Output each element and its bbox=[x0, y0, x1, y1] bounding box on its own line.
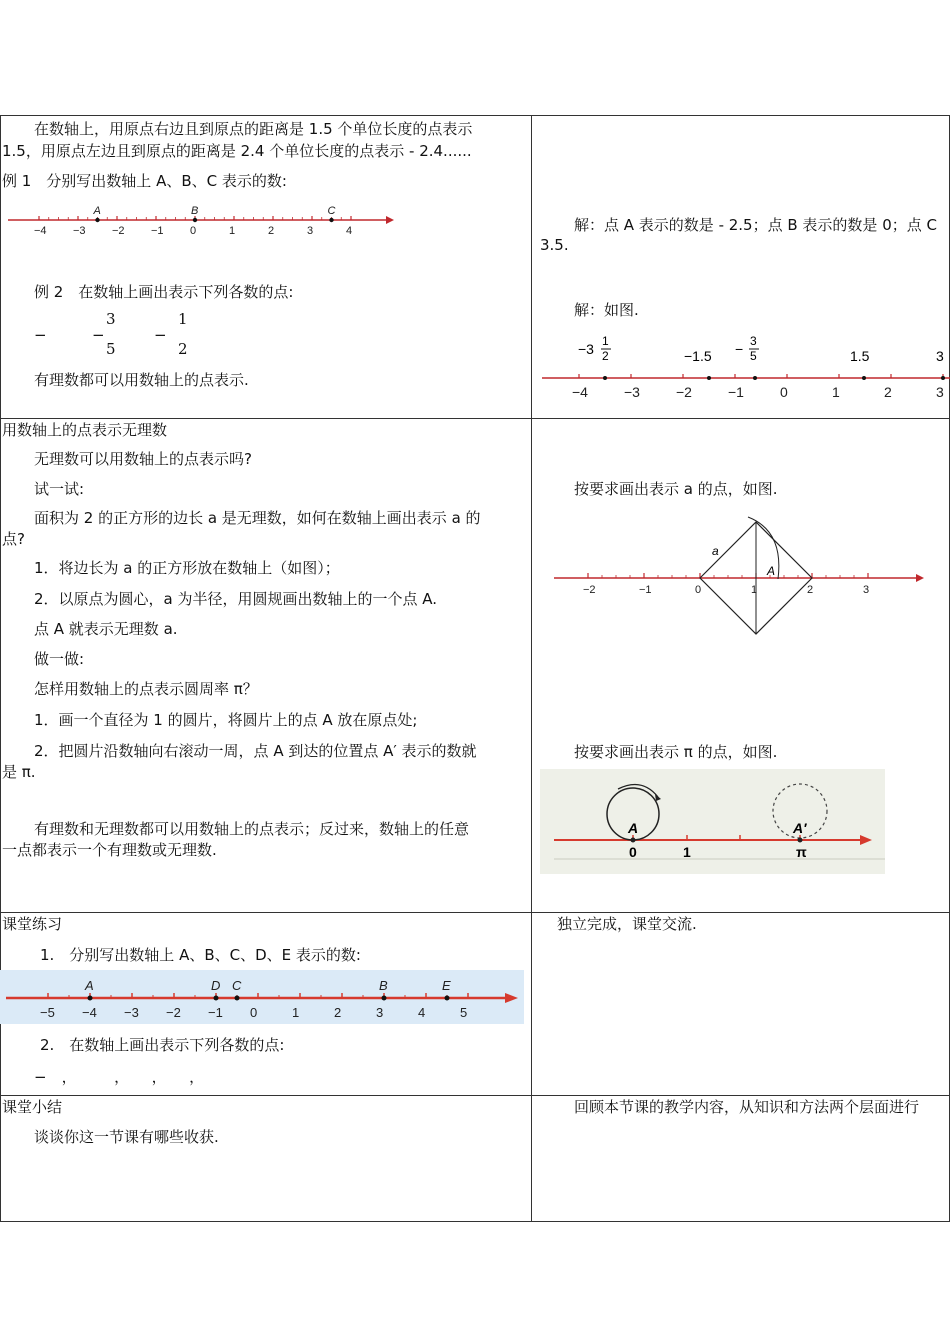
tick-label-1: 1 bbox=[683, 844, 691, 860]
point-b bbox=[707, 376, 711, 380]
square-diagram bbox=[532, 505, 932, 645]
pi-rolling-diagram bbox=[540, 769, 885, 874]
tick-label: −2 bbox=[676, 384, 692, 400]
point-label: C bbox=[232, 978, 242, 993]
point-a bbox=[88, 996, 93, 1001]
question-pi: 怎样用数轴上的点表示圆周率 π？ bbox=[34, 680, 258, 698]
tick-label: −2 bbox=[166, 1005, 181, 1020]
point-e bbox=[445, 996, 450, 1001]
tick-label: 4 bbox=[346, 225, 353, 237]
section-heading: 用数轴上的点表示无理数 bbox=[2, 421, 168, 439]
tick-label: 1 bbox=[832, 384, 840, 400]
solution-2-number-line bbox=[532, 330, 950, 410]
label-a-prime: A′ bbox=[793, 820, 807, 836]
tick-label: 1 bbox=[292, 1005, 300, 1020]
tick-label: 3 bbox=[376, 1005, 384, 1020]
pi-step-1: 1．画一个直径为 1 的圆片，将圆片上的点 A 放在原点处; bbox=[34, 711, 418, 729]
label-a: A bbox=[628, 820, 639, 836]
section-heading: 课堂小结 bbox=[2, 1098, 63, 1116]
tick-label: −3 bbox=[73, 225, 86, 237]
step-1: 1．将边长为 a 的正方形放在数轴上（如图）； bbox=[34, 559, 340, 577]
tick-label: 2 bbox=[884, 384, 892, 400]
tick-label: 2 bbox=[807, 584, 814, 596]
row4-right-text: 回顾本节课的教学内容，从知识和方法两个层面进行 bbox=[574, 1098, 920, 1116]
example-2-title: 例 2 在数轴上画出表示下列各数的点: bbox=[34, 283, 294, 301]
tick-label: 0 bbox=[190, 225, 197, 237]
point-label: D bbox=[211, 978, 221, 993]
solution-1-line-2: 3.5. bbox=[540, 236, 569, 254]
tick-label: −1 bbox=[728, 384, 744, 400]
answer-pi-text: 按要求画出表示 π 的点，如图. bbox=[574, 743, 778, 761]
tick-label: −4 bbox=[82, 1005, 97, 1020]
point-b bbox=[382, 996, 387, 1001]
label-a-int: −3 bbox=[578, 341, 594, 357]
point-a bbox=[603, 376, 607, 380]
label-c-sign: − bbox=[735, 341, 744, 357]
label-c-num: 3 bbox=[750, 334, 757, 348]
tick-label: −2 bbox=[112, 225, 125, 237]
figure-background bbox=[540, 769, 885, 874]
fraction-denominator: 2 bbox=[178, 340, 188, 358]
tick-label: 2 bbox=[334, 1005, 342, 1020]
point-a bbox=[631, 838, 636, 843]
summary-prompt: 谈谈你这一节课有哪些收获. bbox=[34, 1128, 219, 1146]
label-a-num: 1 bbox=[602, 334, 609, 348]
tick-label-pi: π bbox=[796, 844, 807, 860]
fraction-numerator: 1 bbox=[178, 310, 188, 328]
conclusion-line-1: 有理数和无理数都可以用数轴上的点表示；反过来，数轴上的任意 bbox=[34, 820, 470, 838]
tick-label: 0 bbox=[695, 584, 702, 596]
minus-sign: − bbox=[92, 326, 105, 344]
step-3: 点 A 就表示无理数 a. bbox=[34, 620, 178, 638]
tick-label: 1 bbox=[229, 225, 236, 237]
exercise-2: 2. 在数轴上画出表示下列各数的点: bbox=[40, 1036, 285, 1054]
tick-label: −3 bbox=[124, 1005, 139, 1020]
solution-1-line-1: 解：点 A 表示的数是 - 2.5；点 B 表示的数是 0；点 C bbox=[574, 216, 937, 234]
pi-step-2-line-1: 2．把圆片沿数轴向右滚动一周，点 A 到达的位置点 A′ 表示的数就 bbox=[34, 742, 477, 760]
point-label: A bbox=[93, 205, 101, 217]
point-c bbox=[329, 218, 333, 222]
square-paragraph-2: 点? bbox=[2, 530, 25, 548]
do-label: 做一做: bbox=[34, 650, 85, 668]
axis-arrow bbox=[916, 574, 924, 582]
exercise-2-items: − ， ， ， ， bbox=[34, 1068, 205, 1086]
point-a-prime bbox=[798, 838, 803, 843]
rational-conclusion: 有理数都可以用数轴上的点表示. bbox=[34, 371, 249, 389]
minus-sign: − bbox=[154, 326, 167, 344]
tick-label: −2 bbox=[583, 584, 596, 596]
intro-line-1: 在数轴上，用原点右边且到原点的距离是 1.5 个单位长度的点表示 bbox=[34, 120, 473, 138]
tick-label: −5 bbox=[40, 1005, 55, 1020]
label-c-den: 5 bbox=[750, 349, 757, 363]
example-1-title: 例 1 分别写出数轴上 A、B、C 表示的数: bbox=[2, 172, 287, 190]
axis-arrow bbox=[386, 216, 394, 224]
label-e: 3 bbox=[936, 348, 944, 364]
point-e bbox=[941, 376, 945, 380]
label-side-a: a bbox=[712, 544, 719, 558]
section-heading: 课堂练习 bbox=[2, 915, 63, 933]
tick-label: 0 bbox=[250, 1005, 258, 1020]
label-a-den: 2 bbox=[602, 349, 609, 363]
tick-label: −4 bbox=[34, 225, 47, 237]
tick-label: −1 bbox=[639, 584, 652, 596]
tick-label: −1 bbox=[208, 1005, 223, 1020]
tick-label: −3 bbox=[624, 384, 640, 400]
point-c bbox=[235, 996, 240, 1001]
point-label: A bbox=[85, 978, 94, 993]
minus-sign: − bbox=[34, 326, 47, 344]
point-a bbox=[95, 218, 99, 222]
solution-2: 解：如图. bbox=[574, 301, 639, 319]
try-label: 试一试: bbox=[34, 480, 85, 498]
tick-label: −1 bbox=[151, 225, 164, 237]
tick-label: 3 bbox=[863, 584, 870, 596]
step-2: 2．以原点为圆心，a 为半径，用圆规画出数轴上的一个点 A. bbox=[34, 590, 438, 608]
tick-label-0: 0 bbox=[629, 844, 637, 860]
tick-label: −4 bbox=[572, 384, 588, 400]
exercise-1-number-line bbox=[0, 970, 524, 1024]
tick-label: 3 bbox=[307, 225, 314, 237]
point-d bbox=[214, 996, 219, 1001]
row3-right-text: 独立完成，课堂交流. bbox=[557, 915, 697, 933]
label-d: 1.5 bbox=[850, 348, 870, 364]
point-label: C bbox=[327, 205, 336, 217]
tick-label: 1 bbox=[751, 584, 758, 596]
point-label: B bbox=[379, 978, 388, 993]
fraction-denominator: 5 bbox=[106, 340, 116, 358]
tick-label: 5 bbox=[460, 1005, 468, 1020]
point-label: E bbox=[442, 978, 451, 993]
tick-label: 3 bbox=[936, 384, 944, 400]
label-b: −1.5 bbox=[684, 348, 712, 364]
tick-label: 0 bbox=[780, 384, 788, 400]
question-irrational: 无理数可以用数轴上的点表示吗? bbox=[34, 450, 252, 468]
point-d bbox=[862, 376, 866, 380]
point-b bbox=[193, 218, 197, 222]
exercise-1: 1. 分别写出数轴上 A、B、C、D、E 表示的数: bbox=[40, 946, 361, 964]
point-c bbox=[753, 376, 757, 380]
intro-line-2: 1.5，用原点左边且到原点的距离是 2.4 个单位长度的点表示 - 2.4...... bbox=[2, 142, 472, 160]
point-label: B bbox=[191, 205, 199, 217]
conclusion-line-2: 一点都表示一个有理数或无理数. bbox=[2, 841, 217, 859]
label-point-a: A bbox=[767, 564, 776, 578]
tick-label: 4 bbox=[418, 1005, 426, 1020]
pi-step-2-line-2: 是 π. bbox=[2, 763, 36, 781]
fraction-numerator: 3 bbox=[106, 310, 116, 328]
answer-a-text: 按要求画出表示 a 的点，如图. bbox=[574, 480, 778, 498]
tick-label: 2 bbox=[268, 225, 275, 237]
square-paragraph-1: 面积为 2 的正方形的边长 a 是无理数，如何在数轴上画出表示 a 的 bbox=[34, 509, 481, 527]
example-1-number-line bbox=[0, 200, 400, 240]
